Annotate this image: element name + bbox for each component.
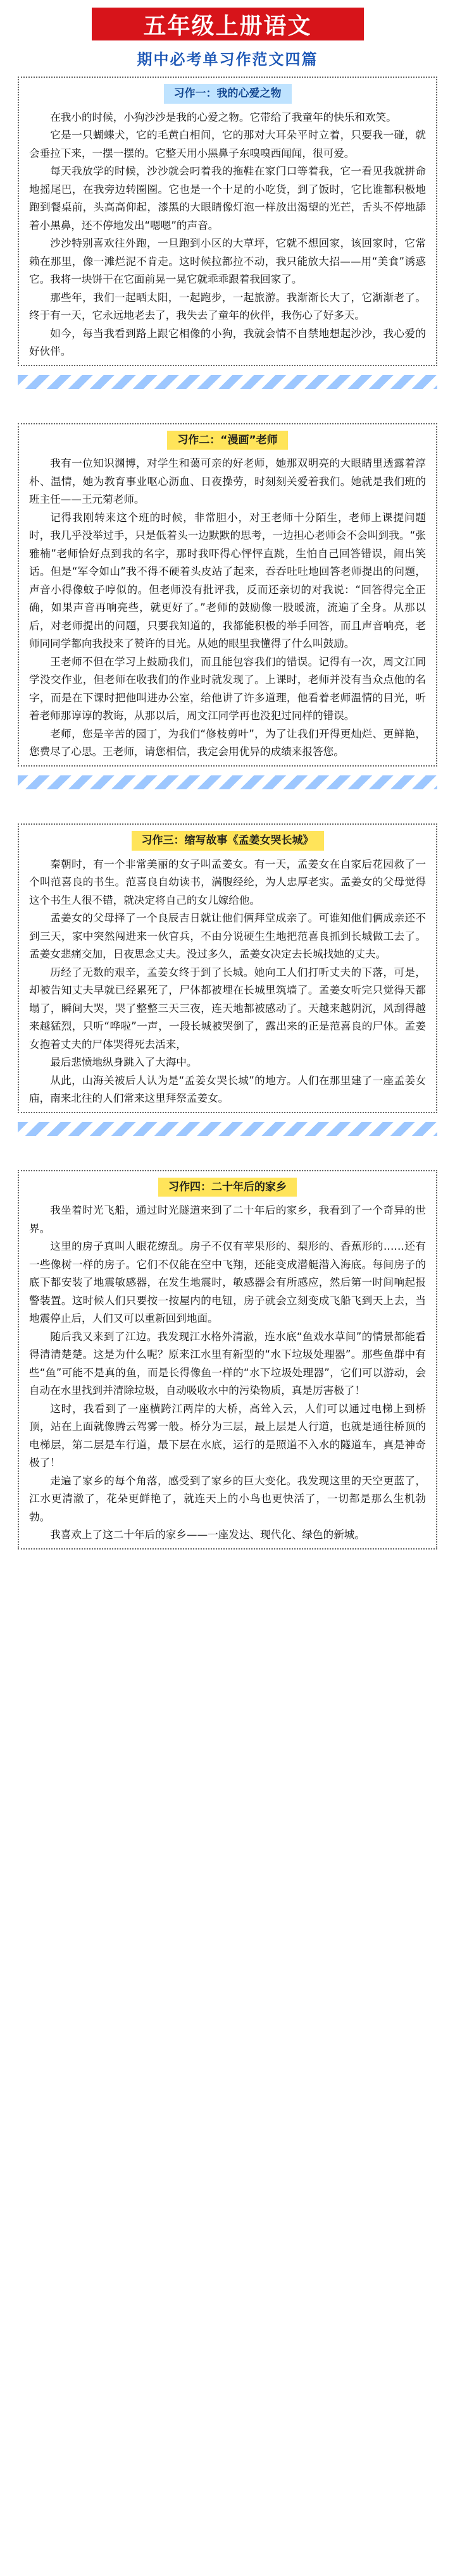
divider-stripes [18,775,437,789]
essay-2 [18,423,437,767]
essay-paragraph: 最后悲愤地纵身跳入了大海中。 [50,1056,197,1069]
essay-paragraph: 走遍了家乡的每个角落，感受到了家乡的巨大变化。我发现这里的天空更蓝了，江水更清澈了，花朵更鲜艳了，就连天上的小鸟也更快活了，一切都是那么生机勃勃。 [29,1474,426,1523]
divider-stripes [18,1122,437,1136]
essay-paragraph: 我坐着时光飞船，通过时光隧道来到了二十年后的家乡，我看到了一个奇异的世界。 [29,1204,426,1235]
essay-4 [18,1170,437,1550]
essay-paragraph: 记得我刚转来这个班的时候，非常胆小，对王老师十分陌生，老师上课提问题时，我几乎没举过手，只是低着头一边默默的思考，一边担心老师会不会叫到我。“张雅楠”老师恰好点到我的名字，那时我吓得心怦怦直跳，生怕自己回答错误，闹出笑话。但是“军令如山”我不得不硬着头皮站了起来，吞吞吐吐地回答老师提出的问题，声音小得像蚊子哼似的。但老师没有批评我，反而还亲切的对我说：“回答得完全正确，如果声音再响亮些，就更好了。”老师的鼓励像一股暖流，流遍了全身。从那以后，对老师提出的问题，只要我知道的，我都能积极的举手回答，而且声音响亮，老师同同学都向我投来了赞许的目光。从她的眼里我懂得了什么叫鼓励。 [29,511,426,650]
essay-4-title: 习作四：二十年后的家乡 [158,1178,297,1197]
spacer [9,789,446,818]
essay-paragraph: 秦朝时，有一个非常美丽的女子叫孟姜女。有一天，孟姜女在自家后花园救了一个叫范喜良的书生。范喜良自幼读书，满腹经纶，为人忠厚老实。孟姜女的父母觉得这个书生人很不错，就决定将自己的女儿嫁给他。 [29,858,426,906]
essay-1 [18,77,437,366]
essay-paragraph: 每天我放学的时候，沙沙就会叼着我的拖鞋在家门口等着我，它一看见我就拼命地摇尾巴，在我旁边转圈圈。它也是一个十足的小吃货，到了饭时，它比谁都积极地跑到餐桌前，头高高仰起，漆黑的大眼睛像灯泡一样放出渴望的光芒，舌头不停地舔着小黑鼻，还不停地发出“嗯嗯”的声音。 [29,165,426,231]
essay-paragraph: 随后我又来到了江边。我发现江水格外清澈，连水底“鱼戏水草间”的情景都能看得清清楚楚。这是为什么呢？原来江水里有新型的“水下垃圾处理器”。那些鱼群中有些“鱼”可能不是真的鱼，而是长得像鱼一样的“水下垃圾处理器”，它们可以游动，会自动在水里找到并清除垃圾，自动吸收水中的污染物质，真是厉害极了！ [29,1330,426,1397]
page-subtitle: 期中必考单习作范文四篇 [137,51,318,68]
essay-paragraph: 我有一位知识渊博，对学生和蔼可亲的好老师，她那双明亮的大眼睛里透露着淳朴、温情，她为教育事业呕心沥血、日夜操劳，时刻刻关爱着我们。她就是我们班的班主任——王元菊老师。 [29,457,426,506]
essay-paragraph: 老师，您是辛苦的园丁，为我们“修枝剪叶”，为了让我们开得更灿烂、更鲜艳，您费尽了心思。王老师，请您相信，我定会用优异的成绩来报答您。 [29,727,426,758]
essay-3 [18,823,437,1113]
essay-paragraph: 它是一只蝴蝶犬，它的毛黄白相间，它的那对大耳朵平时立着，只要我一碰，就会垂拉下来，一摆一摆的。它整天用小黑鼻子东嗅嗅西闻闻，很可爱。 [29,129,426,159]
essay-paragraph: 这里的房子真叫人眼花缭乱。房子不仅有苹果形的、梨形的、香蕉形的……还有一些像树一样的房子。它们不仅能在空中飞翔，还能变成潜艇潜入海底。每间房子的底下都安装了地震敏感器，在发生地震时，敏感器会有所感应，然后第一时间响起报警装置。这时候人们只要按一按屋内的电钮，房子就会立刻变成飞船飞到天上去，当地震停止后，人们又可以重新回到地面。 [29,1240,426,1325]
divider-stripes [18,375,437,389]
essay-paragraph: 那些年，我们一起晒太阳，一起跑步，一起旅游。我渐渐长大了，它渐渐老了。终于有一天，它永远地老去了，我失去了童年的伙伴，我伤心了好多天。 [29,291,426,322]
spacer [9,389,446,418]
spacer [9,1136,446,1165]
essay-2-title: 习作二：“漫画”老师 [167,431,287,450]
essay-paragraph: 从此，山海关被后人认为是“孟姜女哭长城”的地方。人们在那里建了一座孟姜女庙，南来北往的人们常来这里拜祭孟姜女。 [29,1074,426,1105]
essay-paragraph: 如今，每当我看到路上跟它相像的小狗，我就会情不自禁地想起沙沙，我心爱的好伙伴。 [29,327,426,358]
essay-1-title: 习作一：我的心爱之物 [164,84,292,104]
essay-paragraph: 在我小的时候，小狗沙沙是我的心爱之物。它带给了我童年的快乐和欢笑。 [50,111,397,123]
essay-3-title: 习作三：缩写故事《孟姜女哭长城》 [132,831,324,851]
essay-paragraph: 这时，我看到了一座横跨江两岸的大桥，高耸入云，人们可以通过电梯上到桥顶，站在上面就像腾云驾雾一般。桥分为三层，最上层是人行道，也就是通往桥顶的电梯层，第二层是车行道，最下层在水底，运行的是照道不入水的隧道车，真是神奇极了！ [29,1402,426,1469]
essay-paragraph: 孟姜女的父母择了一个良辰吉日就让他们俩拜堂成亲了。可谁知他们俩成亲还不到三天，家中突然闯进来一伙官兵，不由分说硬生生地把范喜良抓到长城做工去了。孟姜女悲痛交加，日夜思念丈夫。没过多久，孟姜女决定去长城找她的丈夫。 [29,912,426,961]
essay-paragraph: 王老师不但在学习上鼓励我们，而且能包容我们的错误。记得有一次，周文江同学没交作业，但老师在收我们的作业时就发现了。上课时，老师并没有当众点他的名字，而是在下课时把他叫进办公室，给他讲了许多道理，他看着老师温情的目光，听着老师那谆谆的教诲，从那以后，周文江同学再也没犯过同样的错误。 [29,655,426,722]
essay-paragraph: 我喜欢上了这二十年后的家乡——一座发达、现代化、绿色的新城。 [50,1529,365,1541]
essay-paragraph: 历经了无数的艰辛，孟姜女终于到了长城。她向工人们打听丈夫的下落，可是，却被告知丈夫早就已经累死了，尸体都被埋在长城里筑墙了。孟姜女听完只觉得天都塌了，瞬间大哭，哭了整整三天三夜，连天地都被感动了。天越来越阴沉，风刮得越来越猛烈，只听“哗啦”一声，一段长城被哭倒了，露出来的正是范喜良的尸体。孟姜女抱着丈夫的尸体哭得死去活来， [29,966,426,1051]
page-title: 五年级上册语文 [143,13,312,39]
essay-paragraph: 沙沙特别喜欢往外跑，一旦跑到小区的大草坪，它就不想回家，该回家时，它常赖在那里，像一滩烂泥不肯走。这时候拉都拉不动，我只能放大招——用“美食”诱惑它。我将一块饼干在它面前晃一晃它就乖乖跟着我回家了。 [29,237,426,286]
page-title-banner [92,8,364,40]
